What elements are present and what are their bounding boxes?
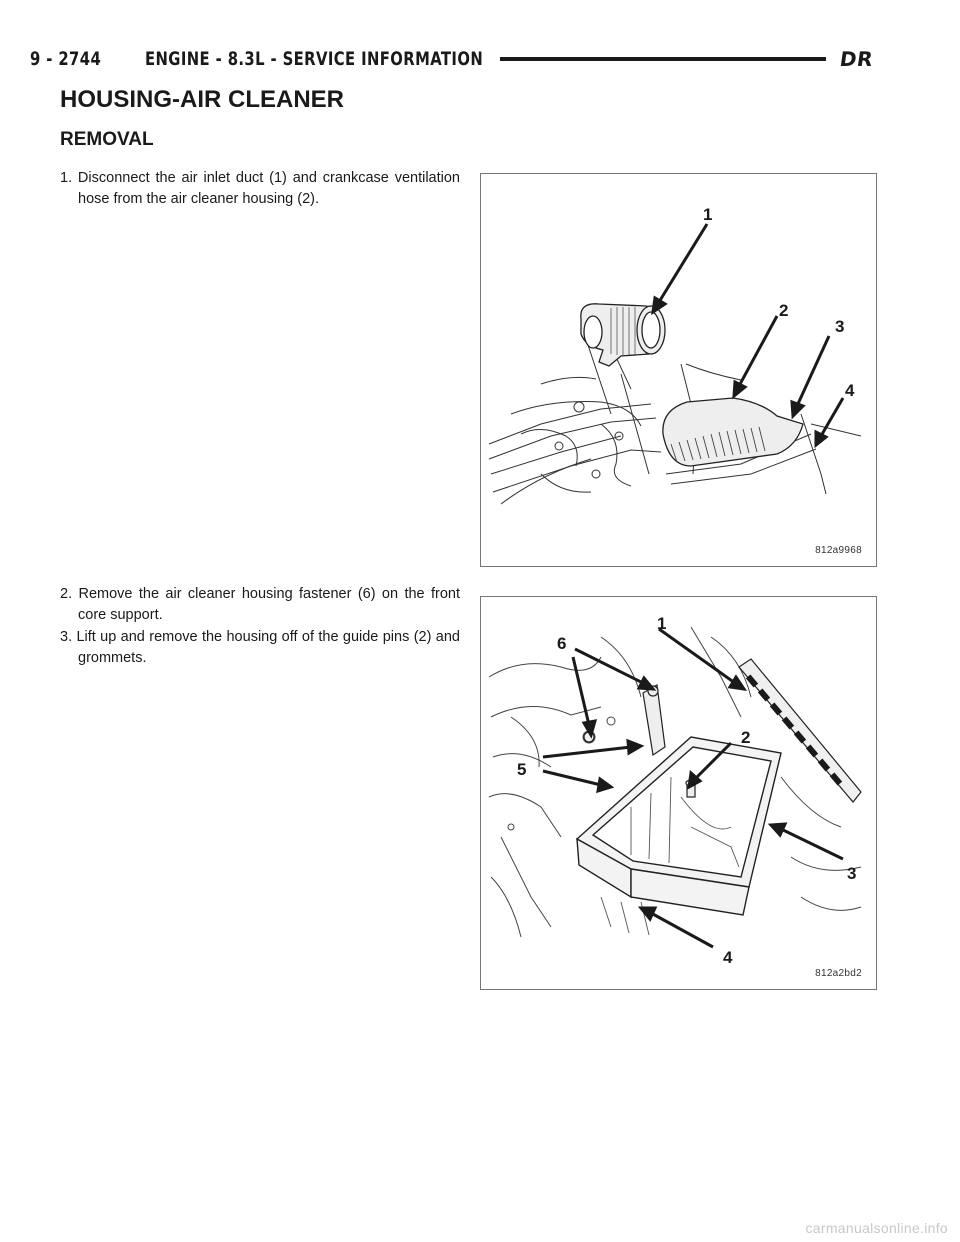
svg-text:3: 3 bbox=[847, 864, 857, 883]
svg-text:2: 2 bbox=[741, 728, 751, 747]
svg-text:3: 3 bbox=[835, 317, 845, 336]
figure-id: 812a9968 bbox=[815, 545, 862, 556]
header-title: ENGINE - 8.3L - SERVICE INFORMATION bbox=[145, 48, 484, 70]
svg-text:4: 4 bbox=[723, 948, 733, 967]
svg-text:1: 1 bbox=[703, 205, 713, 224]
page-header bbox=[30, 44, 880, 74]
step-3: 3. Lift up and remove the housing off of the guide pins (2) and grommets. bbox=[60, 629, 460, 666]
illustration-air-cleaner-housing bbox=[481, 597, 876, 989]
watermark: carmanualsonline.info bbox=[805, 1220, 948, 1236]
svg-text:1: 1 bbox=[657, 614, 667, 633]
page-number: 9 - 2744 bbox=[30, 48, 102, 70]
header-rule bbox=[500, 57, 826, 61]
step-1: 1. Disconnect the air inlet duct (1) and crankcase ventilation hose from the air cleaner housing (2). bbox=[60, 170, 460, 207]
section-title: HOUSING-AIR CLEANER bbox=[60, 86, 345, 113]
step-2: 2. Remove the air cleaner housing fastener (6) on the front core support. bbox=[60, 586, 460, 623]
svg-text:5: 5 bbox=[517, 760, 527, 779]
figure-air-cleaner-housing bbox=[480, 596, 877, 990]
svg-text:2: 2 bbox=[779, 301, 789, 320]
svg-text:6: 6 bbox=[557, 634, 567, 653]
figure-air-inlet-duct bbox=[480, 173, 877, 567]
subsection-title: REMOVAL bbox=[60, 129, 154, 150]
illustration-air-inlet-duct bbox=[481, 174, 876, 566]
figure-id: 812a2bd2 bbox=[815, 968, 862, 979]
model-code: DR bbox=[838, 47, 875, 71]
svg-text:4: 4 bbox=[845, 381, 855, 400]
